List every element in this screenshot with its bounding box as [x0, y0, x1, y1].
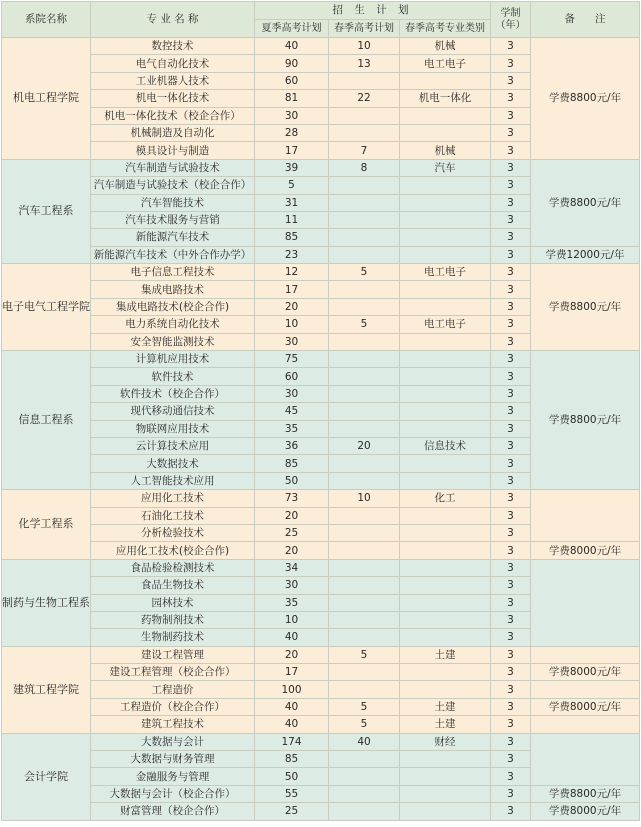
- summer-plan-cell: 35: [255, 420, 329, 437]
- duration-cell: 3: [491, 246, 531, 263]
- spring-category-cell: [400, 785, 491, 802]
- summer-plan-cell: 28: [255, 124, 329, 141]
- remarks-cell: 学费8800元/年: [531, 159, 640, 246]
- spring-plan-cell: [329, 611, 400, 628]
- spring-plan-cell: [329, 768, 400, 785]
- spring-plan-cell: [329, 629, 400, 646]
- spring-category-cell: [400, 385, 491, 402]
- duration-cell: 3: [491, 385, 531, 402]
- summer-plan-cell: 30: [255, 333, 329, 350]
- spring-category-cell: [400, 72, 491, 89]
- spring-category-cell: [400, 403, 491, 420]
- spring-category-cell: [400, 577, 491, 594]
- major-cell: 药物制剂技术: [91, 611, 255, 628]
- summer-plan-cell: 50: [255, 768, 329, 785]
- spring-plan-cell: 5: [329, 316, 400, 333]
- summer-plan-cell: 35: [255, 594, 329, 611]
- major-cell: 应用化工技术(校企合作): [91, 542, 255, 559]
- spring-category-cell: 电工电子: [400, 316, 491, 333]
- spring-category-cell: [400, 524, 491, 541]
- header-duration-text: 学制 （年）: [495, 7, 526, 31]
- spring-plan-cell: 5: [329, 264, 400, 281]
- major-cell: 工程造价（校企合作）: [91, 698, 255, 715]
- major-cell: 汽车技术服务与营销: [91, 211, 255, 228]
- major-cell: 工程造价: [91, 681, 255, 698]
- summer-plan-cell: 36: [255, 437, 329, 454]
- major-cell: 物联网应用技术: [91, 420, 255, 437]
- duration-cell: 3: [491, 159, 531, 176]
- major-cell: 建设工程管理: [91, 646, 255, 663]
- table-row: [2, 785, 640, 802]
- duration-cell: 3: [491, 142, 531, 159]
- duration-cell: 3: [491, 316, 531, 333]
- enrollment-plan-table: [1, 1, 640, 821]
- summer-plan-cell: 39: [255, 159, 329, 176]
- major-cell: 电力系统自动化技术: [91, 316, 255, 333]
- spring-category-cell: [400, 542, 491, 559]
- summer-plan-cell: 20: [255, 507, 329, 524]
- summer-plan-cell: 17: [255, 281, 329, 298]
- summer-plan-cell: 100: [255, 681, 329, 698]
- duration-cell: 3: [491, 646, 531, 663]
- spring-category-cell: [400, 803, 491, 820]
- major-cell: 集成电路技术: [91, 281, 255, 298]
- spring-plan-cell: [329, 298, 400, 315]
- spring-plan-cell: [329, 124, 400, 141]
- major-cell: 人工智能技术应用: [91, 472, 255, 489]
- spring-category-cell: [400, 455, 491, 472]
- duration-cell: 3: [491, 124, 531, 141]
- spring-plan-cell: 13: [329, 55, 400, 72]
- remarks-cell: [531, 490, 640, 542]
- spring-category-cell: [400, 211, 491, 228]
- spring-category-cell: [400, 664, 491, 681]
- header-plan-group: 招 生 计 划: [255, 2, 491, 20]
- spring-plan-cell: [329, 664, 400, 681]
- table-row: [2, 246, 640, 263]
- major-cell: 软件技术（校企合作）: [91, 385, 255, 402]
- summer-plan-cell: 10: [255, 316, 329, 333]
- duration-cell: 3: [491, 751, 531, 768]
- spring-plan-cell: [329, 403, 400, 420]
- major-cell: 财富管理（校企合作）: [91, 803, 255, 820]
- spring-plan-cell: 8: [329, 159, 400, 176]
- spring-category-cell: 化工: [400, 490, 491, 507]
- summer-plan-cell: 30: [255, 107, 329, 124]
- duration-cell: 3: [491, 594, 531, 611]
- table-row: [2, 664, 640, 681]
- spring-plan-cell: [329, 785, 400, 802]
- spring-plan-cell: [329, 72, 400, 89]
- summer-plan-cell: 23: [255, 246, 329, 263]
- table-row: [2, 698, 640, 715]
- spring-category-cell: [400, 420, 491, 437]
- spring-category-cell: 电工电子: [400, 264, 491, 281]
- spring-category-cell: [400, 611, 491, 628]
- spring-category-cell: [400, 507, 491, 524]
- duration-cell: 3: [491, 472, 531, 489]
- major-cell: 大数据与会计: [91, 733, 255, 750]
- major-cell: 食品检验检测技术: [91, 559, 255, 576]
- table-row: [2, 159, 640, 176]
- duration-cell: 3: [491, 524, 531, 541]
- major-cell: 大数据与财务管理: [91, 751, 255, 768]
- spring-category-cell: 财经: [400, 733, 491, 750]
- spring-category-cell: 机械: [400, 38, 491, 55]
- spring-category-cell: [400, 594, 491, 611]
- table-row: [2, 646, 640, 663]
- spring-category-cell: [400, 629, 491, 646]
- duration-cell: 3: [491, 38, 531, 55]
- department-cell: 汽车工程系: [2, 159, 91, 263]
- major-cell: 金融服务与管理: [91, 768, 255, 785]
- major-cell: 生物制药技术: [91, 629, 255, 646]
- duration-cell: 3: [491, 803, 531, 820]
- spring-plan-cell: [329, 177, 400, 194]
- spring-plan-cell: [329, 751, 400, 768]
- remarks-cell: [531, 646, 640, 663]
- major-cell: 电气自动化技术: [91, 55, 255, 72]
- major-cell: 园林技术: [91, 594, 255, 611]
- major-cell: 云计算技术应用: [91, 437, 255, 454]
- spring-plan-cell: [329, 507, 400, 524]
- summer-plan-cell: 40: [255, 38, 329, 55]
- summer-plan-cell: 20: [255, 542, 329, 559]
- duration-cell: 3: [491, 507, 531, 524]
- summer-plan-cell: 20: [255, 298, 329, 315]
- duration-cell: 3: [491, 664, 531, 681]
- remarks-cell: [531, 733, 640, 785]
- major-cell: 集成电路技术(校企合作): [91, 298, 255, 315]
- spring-plan-cell: [329, 368, 400, 385]
- spring-plan-cell: [329, 542, 400, 559]
- duration-cell: 3: [491, 733, 531, 750]
- spring-category-cell: [400, 107, 491, 124]
- spring-plan-cell: [329, 594, 400, 611]
- spring-category-cell: [400, 281, 491, 298]
- remarks-cell: 学费8800元/年: [531, 264, 640, 351]
- table-row: [2, 733, 640, 750]
- spring-plan-cell: [329, 211, 400, 228]
- major-cell: 机电一体化技术（校企合作）: [91, 107, 255, 124]
- duration-cell: 3: [491, 368, 531, 385]
- remarks-cell: 学费8800元/年: [531, 785, 640, 802]
- major-cell: 应用化工技术: [91, 490, 255, 507]
- department-cell: 建筑工程学院: [2, 646, 91, 733]
- duration-cell: 3: [491, 229, 531, 246]
- summer-plan-cell: 85: [255, 751, 329, 768]
- remarks-cell: 学费8000元/年: [531, 664, 640, 681]
- summer-plan-cell: 25: [255, 524, 329, 541]
- spring-category-cell: [400, 333, 491, 350]
- major-cell: 汽车智能技术: [91, 194, 255, 211]
- duration-cell: 3: [491, 194, 531, 211]
- spring-plan-cell: 5: [329, 716, 400, 733]
- department-cell: 制药与生物工程系: [2, 559, 91, 646]
- duration-cell: 3: [491, 281, 531, 298]
- header-duration: [491, 2, 531, 38]
- duration-cell: 3: [491, 611, 531, 628]
- major-cell: 建筑工程技术: [91, 716, 255, 733]
- spring-plan-cell: 7: [329, 142, 400, 159]
- table-row: [2, 559, 640, 576]
- remarks-cell: 学费12000元/年: [531, 246, 640, 263]
- summer-plan-cell: 17: [255, 664, 329, 681]
- spring-plan-cell: 20: [329, 437, 400, 454]
- spring-plan-cell: [329, 803, 400, 820]
- summer-plan-cell: 11: [255, 211, 329, 228]
- spring-category-cell: 汽车: [400, 159, 491, 176]
- department-cell: 会计学院: [2, 733, 91, 820]
- duration-cell: 3: [491, 420, 531, 437]
- duration-cell: 3: [491, 90, 531, 107]
- table-row: [2, 716, 640, 733]
- summer-plan-cell: 30: [255, 385, 329, 402]
- spring-plan-cell: [329, 472, 400, 489]
- summer-plan-cell: 5: [255, 177, 329, 194]
- remarks-cell: [531, 716, 640, 733]
- duration-cell: 3: [491, 72, 531, 89]
- summer-plan-cell: 34: [255, 559, 329, 576]
- spring-plan-cell: [329, 385, 400, 402]
- spring-category-cell: 机电一体化: [400, 90, 491, 107]
- duration-cell: 3: [491, 490, 531, 507]
- spring-category-cell: 信息技术: [400, 437, 491, 454]
- duration-cell: 3: [491, 107, 531, 124]
- duration-cell: 3: [491, 403, 531, 420]
- spring-plan-cell: 10: [329, 38, 400, 55]
- duration-cell: 3: [491, 629, 531, 646]
- table-row: [2, 542, 640, 559]
- remarks-cell: 学费8000元/年: [531, 698, 640, 715]
- spring-plan-cell: [329, 420, 400, 437]
- header-summer-plan: 夏季高考计划: [255, 20, 329, 38]
- summer-plan-cell: 31: [255, 194, 329, 211]
- spring-plan-cell: [329, 351, 400, 368]
- major-cell: 新能源汽车技术（中外合作办学）: [91, 246, 255, 263]
- duration-cell: 3: [491, 542, 531, 559]
- spring-category-cell: [400, 177, 491, 194]
- spring-category-cell: [400, 229, 491, 246]
- summer-plan-cell: 30: [255, 577, 329, 594]
- spring-plan-cell: [329, 194, 400, 211]
- duration-cell: 3: [491, 55, 531, 72]
- spring-plan-cell: [329, 455, 400, 472]
- major-cell: 石油化工技术: [91, 507, 255, 524]
- department-cell: 机电工程学院: [2, 38, 91, 160]
- duration-cell: 3: [491, 264, 531, 281]
- table-row: [2, 351, 640, 368]
- remarks-cell: [531, 559, 640, 646]
- spring-category-cell: [400, 751, 491, 768]
- duration-cell: 3: [491, 437, 531, 454]
- summer-plan-cell: 40: [255, 629, 329, 646]
- major-cell: 新能源汽车技术: [91, 229, 255, 246]
- summer-plan-cell: 45: [255, 403, 329, 420]
- major-cell: 汽车制造与试验技术（校企合作）: [91, 177, 255, 194]
- spring-category-cell: 机械: [400, 142, 491, 159]
- major-cell: 汽车制造与试验技术: [91, 159, 255, 176]
- table-row: [2, 803, 640, 820]
- spring-category-cell: 土建: [400, 698, 491, 715]
- summer-plan-cell: 75: [255, 351, 329, 368]
- department-cell: 电子电气工程学院: [2, 264, 91, 351]
- spring-plan-cell: [329, 107, 400, 124]
- spring-plan-cell: [329, 229, 400, 246]
- spring-category-cell: [400, 559, 491, 576]
- spring-category-cell: [400, 768, 491, 785]
- duration-cell: 3: [491, 716, 531, 733]
- duration-cell: 3: [491, 211, 531, 228]
- spring-plan-cell: 22: [329, 90, 400, 107]
- spring-plan-cell: [329, 246, 400, 263]
- spring-plan-cell: 40: [329, 733, 400, 750]
- duration-cell: 3: [491, 577, 531, 594]
- major-cell: 大数据与会计（校企合作）: [91, 785, 255, 802]
- major-cell: 电子信息工程技术: [91, 264, 255, 281]
- spring-category-cell: 土建: [400, 646, 491, 663]
- spring-plan-cell: [329, 577, 400, 594]
- remarks-cell: 学费8800元/年: [531, 38, 640, 160]
- major-cell: 机械制造及自动化: [91, 124, 255, 141]
- summer-plan-cell: 50: [255, 472, 329, 489]
- duration-cell: 3: [491, 785, 531, 802]
- spring-plan-cell: [329, 333, 400, 350]
- summer-plan-cell: 20: [255, 646, 329, 663]
- summer-plan-cell: 73: [255, 490, 329, 507]
- major-cell: 安全智能监测技术: [91, 333, 255, 350]
- spring-plan-cell: [329, 281, 400, 298]
- summer-plan-cell: 25: [255, 803, 329, 820]
- spring-category-cell: [400, 298, 491, 315]
- remarks-cell: 学费8800元/年: [531, 351, 640, 490]
- major-cell: 建设工程管理（校企合作）: [91, 664, 255, 681]
- remarks-cell: 学费8000元/年: [531, 542, 640, 559]
- duration-cell: 3: [491, 698, 531, 715]
- duration-cell: 3: [491, 681, 531, 698]
- duration-cell: 3: [491, 351, 531, 368]
- summer-plan-cell: 174: [255, 733, 329, 750]
- spring-plan-cell: [329, 524, 400, 541]
- spring-plan-cell: [329, 559, 400, 576]
- spring-category-cell: [400, 124, 491, 141]
- major-cell: 食品生物技术: [91, 577, 255, 594]
- spring-category-cell: [400, 681, 491, 698]
- major-cell: 机电一体化技术: [91, 90, 255, 107]
- spring-plan-cell: [329, 681, 400, 698]
- spring-category-cell: [400, 351, 491, 368]
- duration-cell: 3: [491, 768, 531, 785]
- header-row-top: [2, 2, 640, 20]
- major-cell: 大数据技术: [91, 455, 255, 472]
- spring-category-cell: [400, 246, 491, 263]
- summer-plan-cell: 10: [255, 611, 329, 628]
- major-cell: 数控技术: [91, 38, 255, 55]
- header-major: 专 业 名 称: [91, 2, 255, 38]
- summer-plan-cell: 81: [255, 90, 329, 107]
- header-remarks: 备 注: [531, 2, 640, 38]
- summer-plan-cell: 17: [255, 142, 329, 159]
- summer-plan-cell: 55: [255, 785, 329, 802]
- spring-category-cell: 电工电子: [400, 55, 491, 72]
- major-cell: 计算机应用技术: [91, 351, 255, 368]
- header-spring-plan: 春季高考计划: [329, 20, 400, 38]
- duration-cell: 3: [491, 298, 531, 315]
- duration-cell: 3: [491, 559, 531, 576]
- spring-category-cell: [400, 472, 491, 489]
- major-cell: 现代移动通信技术: [91, 403, 255, 420]
- summer-plan-cell: 60: [255, 368, 329, 385]
- duration-cell: 3: [491, 455, 531, 472]
- major-cell: 软件技术: [91, 368, 255, 385]
- table-row: [2, 38, 640, 55]
- table-row: [2, 681, 640, 698]
- spring-category-cell: 土建: [400, 716, 491, 733]
- spring-plan-cell: 10: [329, 490, 400, 507]
- major-cell: 工业机器人技术: [91, 72, 255, 89]
- summer-plan-cell: 40: [255, 716, 329, 733]
- department-cell: 化学工程系: [2, 490, 91, 560]
- duration-cell: 3: [491, 333, 531, 350]
- header-department: 系院名称: [2, 2, 91, 38]
- department-cell: 信息工程系: [2, 351, 91, 490]
- duration-cell: 3: [491, 177, 531, 194]
- remarks-cell: 学费8000元/年: [531, 803, 640, 820]
- major-cell: 分析检验技术: [91, 524, 255, 541]
- summer-plan-cell: 90: [255, 55, 329, 72]
- spring-category-cell: [400, 368, 491, 385]
- spring-plan-cell: 5: [329, 646, 400, 663]
- major-cell: 模具设计与制造: [91, 142, 255, 159]
- spring-category-cell: [400, 194, 491, 211]
- spring-plan-cell: 5: [329, 698, 400, 715]
- summer-plan-cell: 85: [255, 229, 329, 246]
- remarks-cell: [531, 681, 640, 698]
- table-row: [2, 264, 640, 281]
- summer-plan-cell: 85: [255, 455, 329, 472]
- summer-plan-cell: 12: [255, 264, 329, 281]
- summer-plan-cell: 40: [255, 698, 329, 715]
- table-row: [2, 490, 640, 507]
- header-spring-category: 春季高考专业类别: [400, 20, 491, 38]
- summer-plan-cell: 60: [255, 72, 329, 89]
